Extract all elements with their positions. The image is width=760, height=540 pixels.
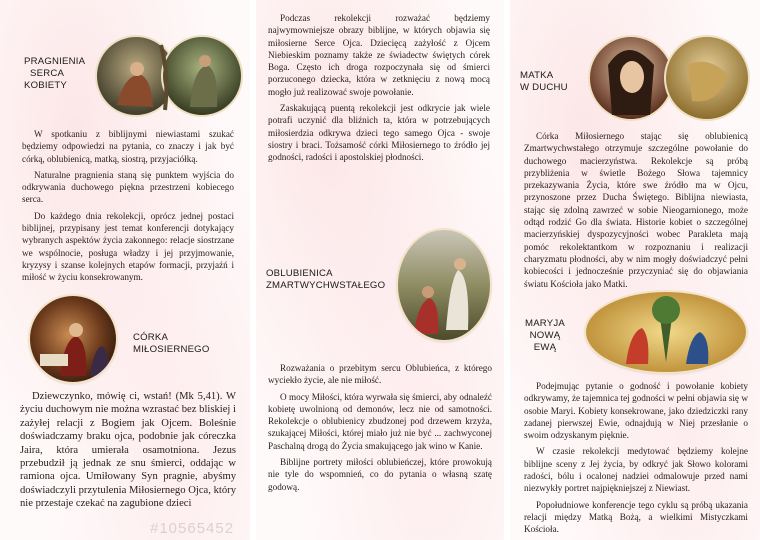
noli-me-tangere-painting <box>398 230 490 340</box>
panel-left <box>0 0 250 540</box>
intro-text: W spotkaniu z biblijnymi niewiastami szukać będziemy odpowiedzi na pytania, co znaczy i jak być córką, oblubienicą, matką, siostrą, przyjaciółką. Naturalne pragnienia staną się punktem wyjścia do odkrywania duchowego piękna przestrzeni kobiecego serca. Do każdego dnia rekolekcji, oprócz jednej postaci biblijnej, przypisany jest temat konferencji dotykający wybranych aspektów życia zakonnego: relacje siostrzane we wspólnocie, posługa władzy i jej przyjmowanie, kryzysy i szanse kolejnych etapów formacji, przyjaźń i miłość w życiu konsekrowanym. <box>22 129 234 283</box>
section-heading-oblubienica: OBLUBIENICA ZMARTWYCHWSTAŁEGO <box>266 268 386 291</box>
mary-new-eve-painting <box>586 292 746 372</box>
corka-text: Dziewczynko, mówię ci, wstań! (Mk 5,41). W życiu duchowym nie można wzrastać bez bliskiej i zażyłej relacji z Bogiem jak Ojcem. Boleśnie doświadczamy braku ojca, podobnie jak córeczka Jaira, która umierała osamotniona. Jezus przebudził ją jednak ze snu śmierci, oddając w ramiona ojca. Umiłowany Syn pragnie, abyśmy doświadczyli przytulenia Miłosiernego Ojca, który nie przestaje czekać na zagubione dzieci <box>20 391 236 510</box>
middle-intro-text: Podczas rekolekcji rozważać będziemy najwymowniejsze obrazy biblijne, w których objawia się miłosierne Serce Ojca. Dziecięcą zażyłość z Ojcem Niebieskim poznamy także ze świadectw świętych córek Boga. Często ich droga rozpoczynała się od śmierci porzuconego dziecka, która w zetknięciu z nową mocą mogło już realizować swoje powołanie. Zaskakującą puentą rekolekcji jest odkrycie jak wiele potrafi uczynić dla bliźnich ta, która w potrzebujących miłosierdzia odkrywa dzieci tego samego Ojca - swoje siostry i braci. Tożsamość córki Miłosiernego to źródło jej godności, radości i apostolskiej płodności. <box>268 13 490 163</box>
mother-portrait-painting <box>588 35 750 121</box>
panel-right <box>510 0 760 540</box>
matka-text: Córka Miłosiernego stając się oblubienicą Zmartwychwstałego otrzymuje szczególne powołanie do duchowego macierzyństwa. Rekolekcje są próbą przybliżenia w świetle Bożego Słowa tajemnicy przekazywania Życia, które swe źródło ma w Ojcu, przynoszone przez Ducha Świętego. Biblijna niewiasta, stając się zdolną zawrzeć w sobie Nieogarnionego, może odtąd rodzić Go dla świata. Historie kobiet o szczególnej macierzyńskiej dyspozycyjności wobec Parakleta mają pomóc rekolektantkom w rozpoznaniu i realizacji charyzmatu płodności, aby w nim mogły doświadczyć pełni kobiecości i jednocześnie przyczyniać się do objawiania światu Kościoła jako Matki. <box>524 131 748 289</box>
section-heading-maryja: MARYJA NOWĄ EWĄ <box>525 318 565 353</box>
section-heading-corka: CÓRKA MIŁOSIERNEGO <box>133 332 210 355</box>
biblical-women-painting <box>95 35 243 117</box>
section-heading-pragnienia: PRAGNIENIA SERCA KOBIETY <box>24 56 86 91</box>
panel-middle <box>256 0 504 540</box>
maryja-text: Podejmując pytanie o godność i powołanie kobiety odkrywamy, że tajemnica tej godności w pełni objawia się w osobie Maryi. Kobiety konsekrowane, jako dziedziczki rany zadanej pierwszej Ewie, odnajdują w Niej przesłanie o swoim odzyskanym pięknie. W czasie rekolekcji medytować będziemy kolejne biblijne sceny z Jej życia, by odkryć jak Słowo kolorami radości, bólu i ocalonej nadziei odmalowuje przed nami niezwykły portret najpiękniejszej z Niewiast. Popołudniowe konferencje tego cyklu są próbą ukazania relacji między Matką Bożą, a wielkimi Mistyczkami Kościoła. <box>524 381 748 535</box>
jairus-daughter-painting <box>30 296 116 382</box>
oblubienica-text: Rozważania o przebitym sercu Oblubieńca, z którego wyciekło życie, ale nie miłość. O mocy Miłości, która wyrwała się śmierci, aby odnaleźć kobietę uwolnioną od demonów, lecz nie od samotności. Rekolekcje o oblubienicy zbudzonej pod drzewem krzyża, szukającej Miłości, której miało już nie być ... zachwyconej Paschalną drogą do Życia smakującego jak wino w Kanie. Biblijne portrety miłości oblubieńczej, które prowokują nie tyle do wspomnień, co do pytania o własną szatę godową. <box>268 363 492 492</box>
watermark: #10565452 <box>150 520 235 537</box>
section-heading-matka: MATKA W DUCHU <box>520 70 568 93</box>
